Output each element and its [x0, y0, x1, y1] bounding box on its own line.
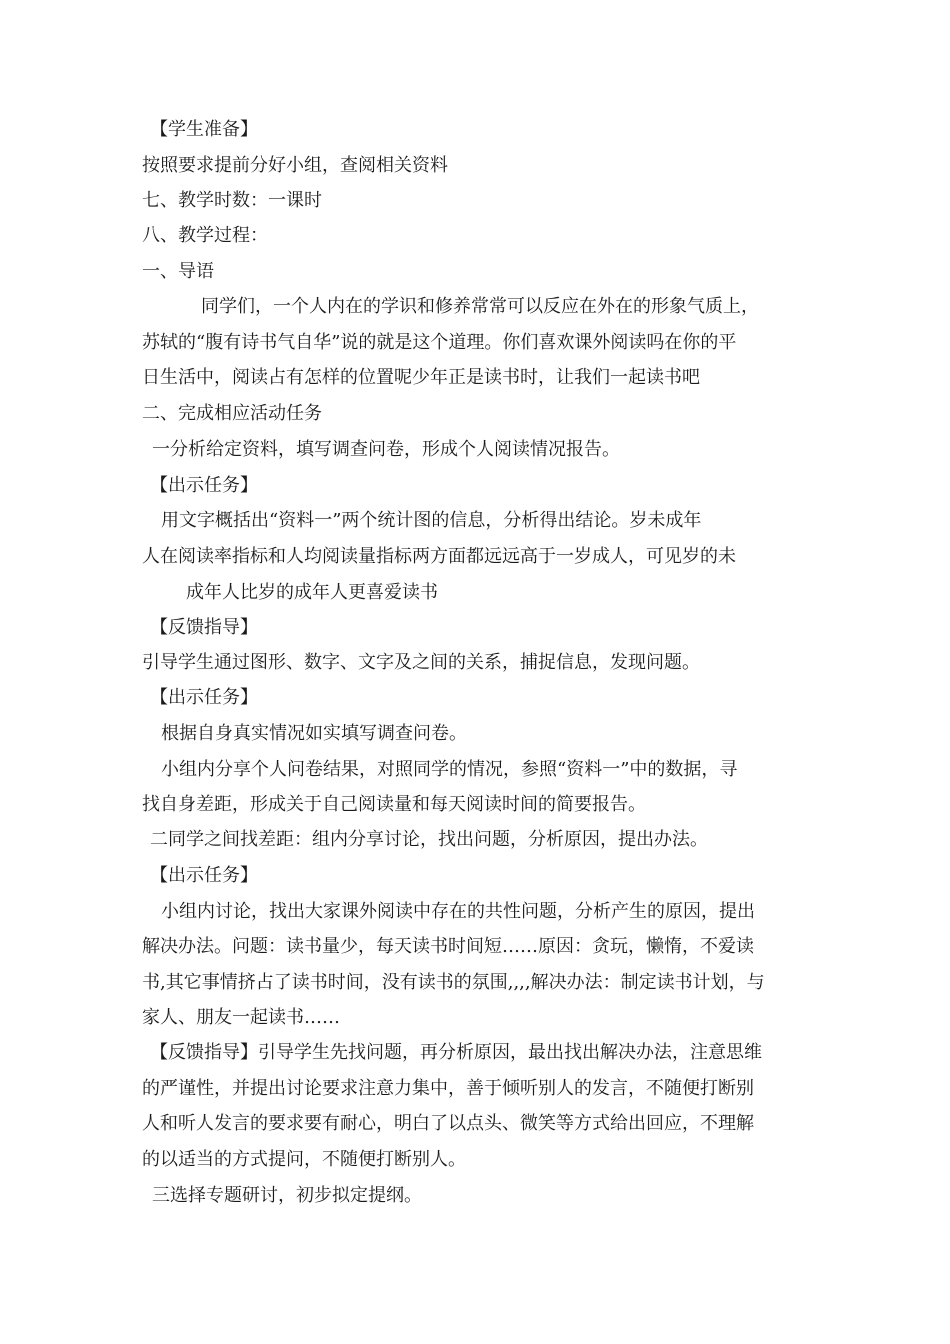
- text-line: 小组内分享个人问卷结果，对照同学的情况，参照“资料一”中的数据，寻: [161, 759, 738, 780]
- text-line: 解决办法。问题：读书量少，每天读书时间短……原因：贪玩，懒惰，不爱读: [142, 936, 754, 957]
- text-line: 二、完成相应活动任务: [142, 403, 322, 424]
- text-line: 的以适当的方式提问，不随便打断别人。: [142, 1149, 466, 1170]
- text-line: 人在阅读率指标和人均阅读量指标两方面都远远高于一岁成人，可见岁的未: [142, 546, 736, 567]
- text-line: 用文字概括出“资料一”两个统计图的信息，分析得出结论。岁未成年: [161, 510, 702, 531]
- text-line: 【反馈指导】: [150, 617, 258, 638]
- text-line: 七、教学时数：一课时: [142, 190, 322, 211]
- text-line: 一、导语: [142, 261, 214, 282]
- text-line: 一分析给定资料，填写调查问卷，形成个人阅读情况报告。: [152, 439, 620, 460]
- text-line: 人和听人发言的要求要有耐心，明白了以点头、微笑等方式给出回应，不理解: [142, 1113, 754, 1134]
- text-line: 根据自身真实情况如实填写调查问卷。: [161, 723, 467, 744]
- text-line: 【学生准备】: [150, 119, 258, 140]
- text-line: 书,其它事情挤占了读书时间，没有读书的氛围,,,,解决办法：制定读书计划，与: [142, 972, 765, 993]
- text-line: 八、教学过程：: [142, 225, 268, 246]
- text-line: 二同学之间找差距：组内分享讨论，找出问题，分析原因，提出办法。: [150, 829, 708, 850]
- text-line: 成年人比岁的成年人更喜爱读书: [186, 582, 438, 603]
- text-line: 同学们，一个人内在的学识和修养常常可以反应在外在的形象气质上，: [201, 296, 759, 317]
- text-line: 苏轼的“腹有诗书气自华”说的就是这个道理。你们喜欢课外阅读吗在你的平: [142, 332, 737, 353]
- text-line: 【出示任务】: [150, 475, 258, 496]
- text-line: 的严谨性，并提出讨论要求注意力集中，善于倾听别人的发言，不随便打断别: [142, 1078, 754, 1099]
- text-line: 按照要求提前分好小组，查阅相关资料: [142, 155, 448, 176]
- text-line: 日生活中，阅读占有怎样的位置呢少年正是读书时，让我们一起读书吧: [142, 367, 700, 388]
- text-line: 三选择专题研讨，初步拟定提纲。: [152, 1185, 422, 1206]
- text-line: 找自身差距，形成关于自己阅读量和每天阅读时间的简要报告。: [142, 794, 646, 815]
- text-line: 小组内讨论，找出大家课外阅读中存在的共性问题，分析产生的原因，提出: [161, 901, 755, 922]
- text-line: 引导学生通过图形、数字、文字及之间的关系，捕捉信息，发现问题。: [142, 652, 700, 673]
- text-line: 【出示任务】: [150, 865, 258, 886]
- text-line: 【反馈指导】引导学生先找问题，再分析原因，最出找出解决办法，注意思维: [150, 1042, 762, 1063]
- text-line: 【出示任务】: [150, 687, 258, 708]
- text-line: 家人、朋友一起读书……: [142, 1007, 340, 1028]
